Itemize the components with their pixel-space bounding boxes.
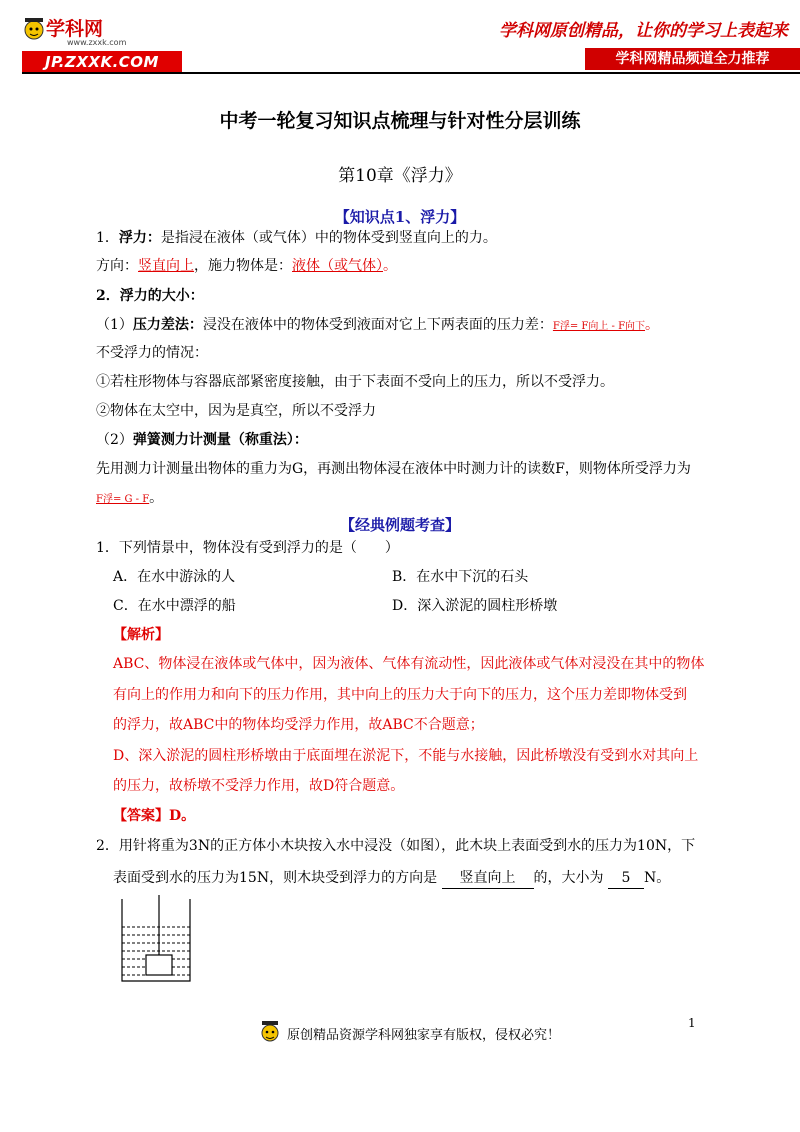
question-2-line-2 [113,868,670,889]
chapter-title: 第10章《浮力》 [338,166,462,186]
kp-term: 浮力： [118,230,161,246]
kp-sub-number: （2） [96,432,133,448]
weighing-formula: F浮= G - F [96,494,150,505]
source-answer: 液体（或气体） [292,258,383,274]
kp-method-text: 浸没在液体中的物体受到液面对它上下两表面的压力差： [202,317,553,333]
logo-url: www.zxxk.com [67,38,127,47]
question-1-option-a: A．在水中游泳的人 [113,569,236,585]
header-divider [22,72,800,74]
kp-line-10 [96,488,163,510]
analysis-line: D、深入淤泥的圆柱形桥墩由于底面埋在淤泥下，不能与水接触，因此桥墩没有受到水对其向上 [113,748,699,764]
question-1-option-c: C．在水中漂浮的船 [113,598,236,614]
question-1-stem: 1．下列情景中，物体没有受到浮力的是（ ） [96,540,399,556]
header-banner: 学科网精品频道全力推荐 [585,48,800,70]
analysis-line: 的压力，故桥墩不受浮力作用，故D符合题意。 [113,778,405,794]
logo-name: 学科网 [46,18,104,40]
mascot-icon [22,14,46,48]
site-logo[interactable] [22,14,187,72]
logo-banner: JP.ZXXK.COM [22,51,182,73]
analysis-line: 有向上的作用力和向下的压力作用，其中向上的压力大于向下的压力，这个压力差即物体受到 [113,687,687,703]
question-1-option-d: D．深入淤泥的圆柱形桥墩 [392,598,558,614]
punctuation: 。 [149,490,164,506]
mascot-icon [258,1016,282,1046]
answer-direction: 竖直向上 [459,870,516,886]
pressure-formula: F浮= F向上 - F向下 [552,321,646,332]
direction-label: 方向： [96,258,138,274]
answer-blank-magnitude [608,868,644,889]
kp-line-1 [96,228,497,248]
container-diagram [118,895,194,985]
analysis-line: ABC、物体浸在液体或气体中，因为液体、气体有流动性，因此液体或气体对浸没在其中的物体 [113,656,705,672]
kp-line-3: 2．浮力的大小： [96,288,204,304]
source-label: ，施力物体是： [194,258,292,274]
question-2-text: 表面受到水的压力为15N，则木块受到浮力的方向是 [113,870,438,886]
kp-sub-number: （1） [96,317,133,333]
answer-magnitude: 5 [621,870,631,886]
kp-line-9: 先用测力计测量出物体的重力为G，再测出物体浸在液体中时测力计的读数F，则物体所受浮力为 [96,461,691,477]
question-2-text: N。 [643,870,671,886]
kp-line-6: ①若柱形物体与容器底部紧密度接触，由于下表面不受向上的压力，所以不受浮力。 [96,374,614,390]
section-heading-examples: 【经典例题考查】 [339,516,460,534]
answer-label: 【答案】D。 [113,808,196,824]
document-title: 中考一轮复习知识点梳理与针对性分层训练 [219,110,581,132]
kp-line-2 [96,256,397,276]
section-heading-knowledge: 【知识点1、浮力】 [334,208,466,226]
copyright-notice: 原创精品资源学科网独家享有版权，侵权必究！ [287,1028,561,1043]
question-2-line-1: 2．用针将重为3N的正方体小木块按入水中浸没（如图），此木块上表面受到水的压力为10N，下 [96,838,696,854]
direction-answer: 竖直向上 [138,258,194,274]
header-slogan: 学科网原创精品，让你的学习上表起来 [499,21,788,41]
kp-number: 1． [96,230,119,246]
analysis-label: 【解析】 [113,627,169,643]
question-1-option-b: B．在水中下沉的石头 [392,569,529,585]
kp-line-4 [96,315,659,337]
question-2-text: 的，大小为 [533,870,604,886]
page-number: 1 [688,1016,696,1030]
kp-definition: 是指浸在液体（或气体）中的物体受到竖直向上的力。 [160,230,497,246]
answer-blank-direction [442,868,534,889]
punctuation: 。 [645,317,660,333]
kp-method-name: 弹簧测力计测量（称重法）： [132,432,308,448]
kp-method-name: 压力差法： [132,317,203,333]
kp-line-8 [96,430,308,450]
kp-line-7: ②物体在太空中，因为是真空，所以不受浮力 [96,403,376,419]
analysis-line: 的浮力，故ABC中的物体均受浮力作用，故ABC不合题意； [113,717,484,733]
kp-line-5: 不受浮力的情况： [96,345,208,361]
punctuation: 。 [383,258,397,274]
